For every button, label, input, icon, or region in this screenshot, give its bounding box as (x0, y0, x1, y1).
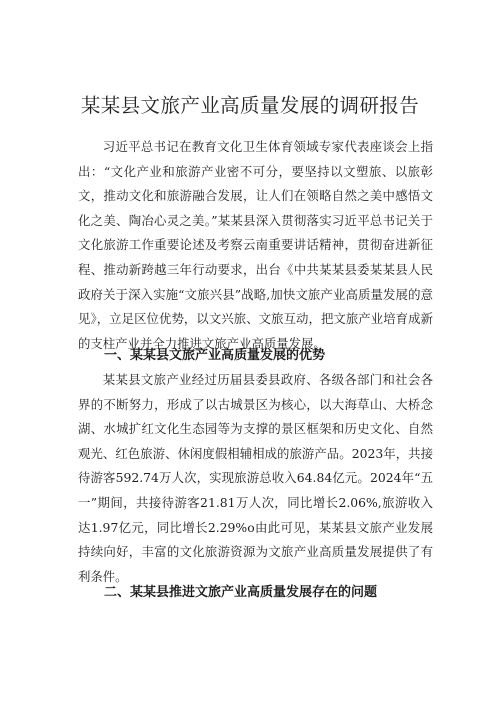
document-title: 某某县文旅产业高质量发展的调研报告 (80, 94, 420, 117)
section-heading-advantages: 一、某某县文旅产业高质量发展的优势 (104, 348, 326, 363)
advantages-paragraph: 某某县文旅产业经过历届县委县政府、各级各部门和社会各界的不断努力，形成了以古城景区为核心，以大海草山、大桥念湖、水城扩红文化生态园等为支撑的景区框架和历史文化、自然观光、红色旅游、休闲度假相辅相成的旅游产品。2023年，共接待游客592.74万人次，实现旅游总收入64.84亿元。2024年“五一”期间，共接待游客21.81万人次，同比增长2.06%,旅游收入达1.97亿元，同比增长2.29%o由此可见，某某县文旅产业发展持续向好，丰富的文化旅游资源为文旅产业高质量发展提供了有利条件。 (78, 372, 433, 584)
intro-paragraph: 习近平总书记在教育文化卫生体育领域专家代表座谈会上指出：“文化产业和旅游产业密不可分，要坚持以文塑旅、以旅彰文，推动文化和旅游融合发展，让人们在领略自然之美中感悟文化之美、陶冶心灵之美。”某某县深入贯彻落实习近平总书记关于文化旅游工作重要论述及考察云南重要讲话精神，贯彻奋进新征程、推动新跨越三年行动要求，出台《中共某某县委某某县人民政府关于深入实施“文旅兴县”战略,加快文旅产业高质量发展的意见》，立足区位优势，以文兴旅、文旅互动，把文旅产业培育成新的支柱产业并全力推进文旅产业高质量发展。 (78, 139, 433, 351)
section-heading-problems: 二、某某县推进文旅产业高质量发展存在的问题 (104, 585, 378, 600)
